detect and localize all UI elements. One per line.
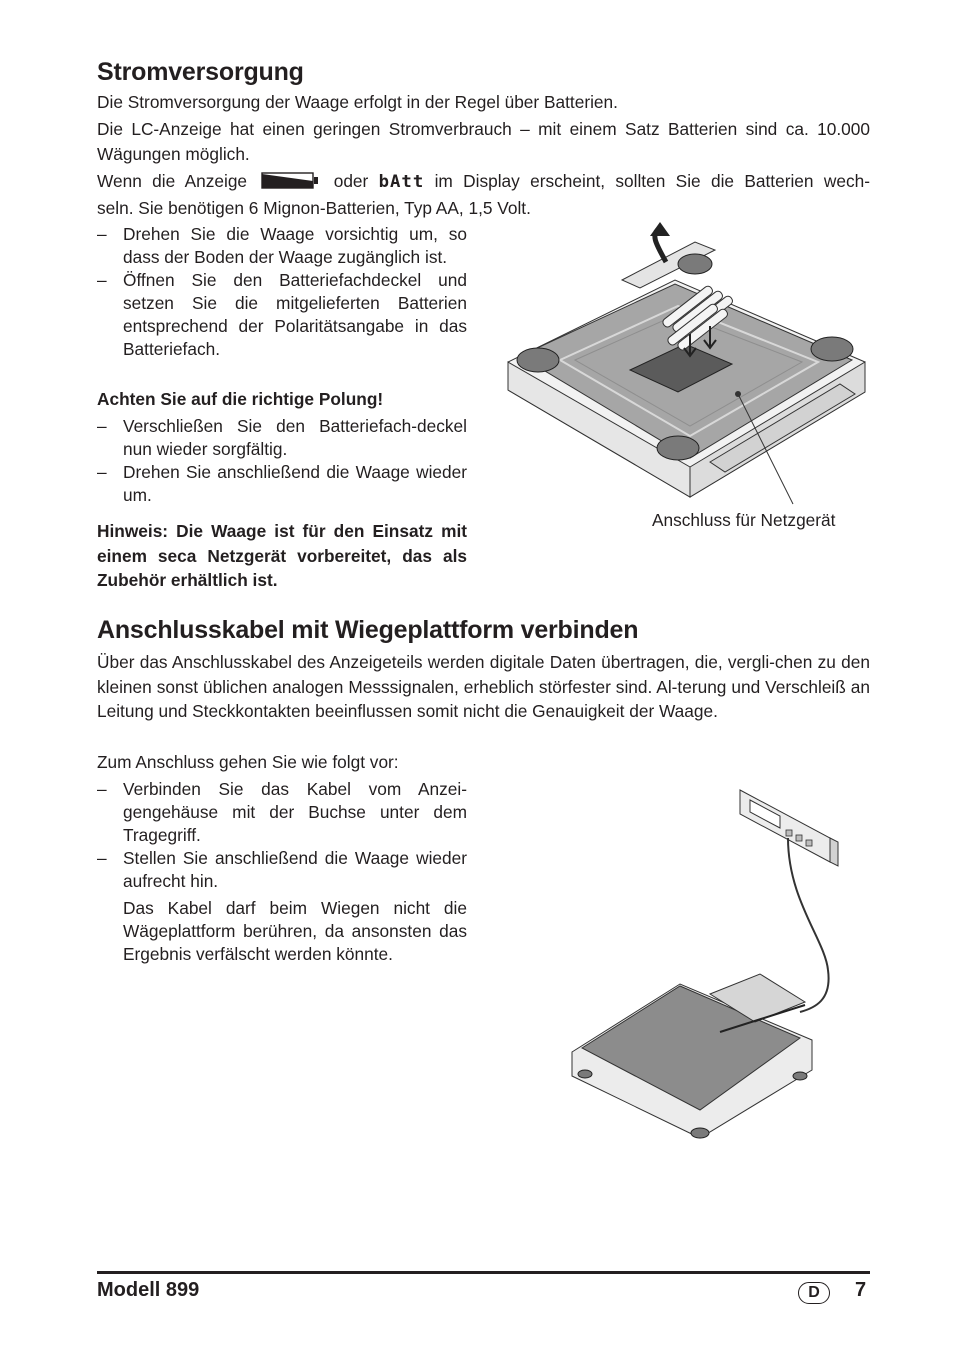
figure-caption-power-socket: Anschluss für Netzgerät [652,510,836,530]
paragraph-cable-caution: Das Kabel darf beim Wiegen nicht die Wägeplattform berühren, da ansonsten das Ergebnis verfälscht werden könnte. [123,898,467,964]
list-item: – Stellen Sie anschließend die Waage wieder aufrecht hin. [97,847,467,893]
paragraph-battery-warning [97,169,870,220]
paragraph-intro: Die Stromversorgung der Waage erfolgt in der Regel über Batterien. [97,92,618,112]
section-title-power-supply: Stromversorgung [97,58,304,86]
note-power-adapter: Hinweis: Die Waage ist für den Einsatz mit einem seca Netzgerät vorbereitet, das als Zubehör erhältlich ist. [97,521,467,590]
list-item: – Verschließen Sie den Batteriefach-deckel nun wieder sorgfältig. [97,415,467,461]
steps-list-connection [97,778,467,893]
figure-scale-with-display [560,780,850,1140]
paragraph-consumption: Die LC-Anzeige hat einen geringen Stromverbrauch – mit einem Satz Batterien sind ca. 10.000 Wägungen möglich. [97,119,870,164]
paragraph-connection-intro: Zum Anschluss gehen Sie wie folgt vor: [97,752,399,772]
footer-model: Modell 899 [97,1279,200,1301]
list-item: – Verbinden Sie das Kabel vom Anzei-gengehäuse mit der Buchse unter dem Tragegriff. [97,778,467,847]
paragraph-cable-data: Über das Anschlusskabel des Anzeigeteils werden digitale Daten übertragen, die, vergli-chen zu den kleinen sonst üblichen analogen Messsignalen, erheblich störfester sind. Al-terung und Verschleiß an Leitung und Steckkontakten beeinflussen somit nicht die Genauigkeit der Waage. [97,652,870,721]
text-when-display: Wenn die Anzeige [97,171,248,191]
battery-low-icon [261,171,319,196]
language-code: D [798,1282,830,1304]
batt-display-symbol: bAtt [378,172,425,192]
text-in-display: im Display erscheint, sollten Sie die Batterien wech- [434,171,870,191]
text-or: oder [333,171,369,191]
footer-language-badge [798,1282,830,1304]
steps-list-b [97,415,467,507]
text-batteries-needed: seln. Sie benötigen 6 Mignon-Batterien, Typ AA, 1,5 Volt. [97,197,531,218]
section-title-connection-cable: Anschlusskabel mit Wiegeplattform verbinden [97,616,639,644]
steps-list-a [97,223,467,361]
list-item: – Drehen Sie die Waage vorsichtig um, so dass der Boden der Waage zugänglich ist. [97,223,467,269]
scale-with-display-illustration [560,780,850,1140]
footer-page-number: 7 [855,1279,867,1301]
footer-rule [97,1271,870,1274]
scale-bottom-illustration [500,222,880,512]
list-item: – Drehen Sie anschließend die Waage wieder um. [97,461,467,507]
list-item: – Öffnen Sie den Batteriefachdeckel und setzen Sie die mitgelieferten Batterien entsprechend der Polaritätsangabe in das Batteriefach. [97,269,467,361]
figure-scale-bottom [500,222,880,512]
polarity-warning: Achten Sie auf die richtige Polung! [97,389,384,409]
